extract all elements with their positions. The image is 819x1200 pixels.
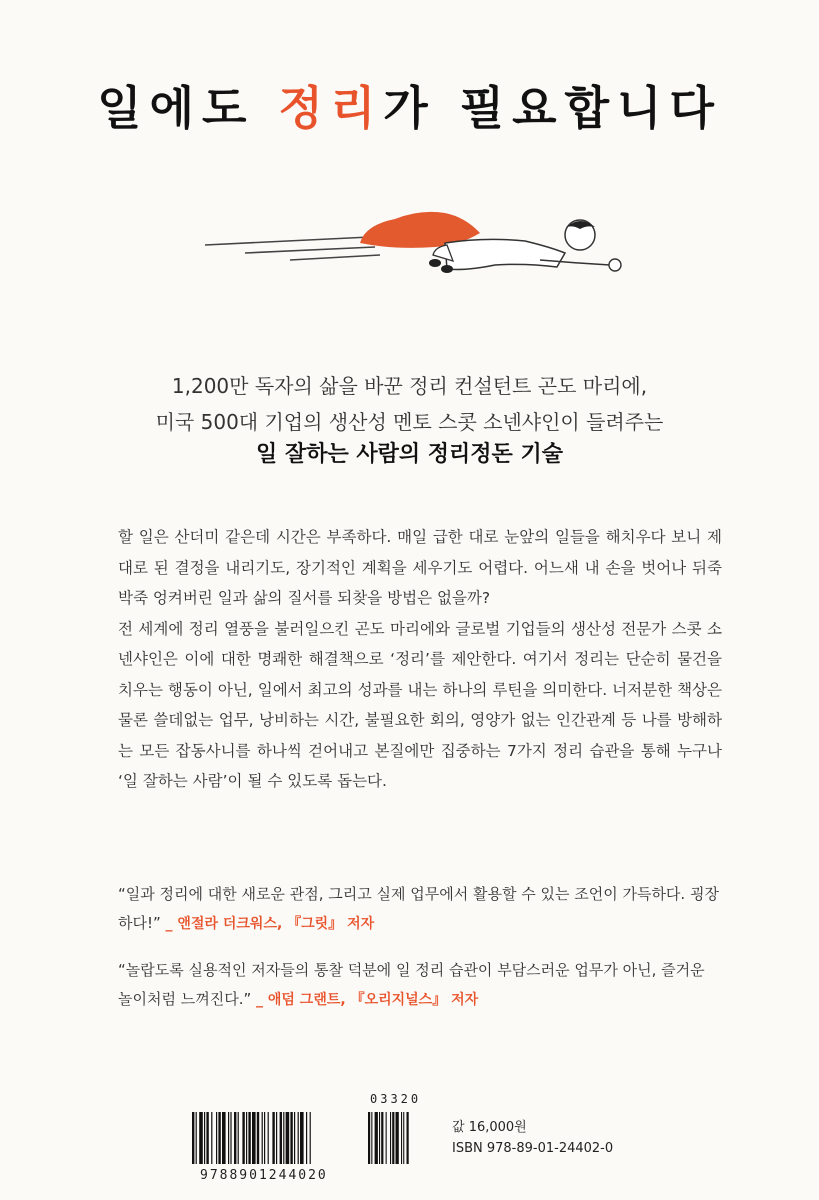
barcode-bar bbox=[257, 1112, 259, 1164]
barcode-addon-number: 03320 bbox=[370, 1092, 422, 1106]
flying-businessman-illustration bbox=[195, 205, 635, 295]
barcode-addon-bar bbox=[375, 1112, 378, 1164]
description-paragraph-1: 할 일은 산더미 같은데 시간은 부족하다. 매일 급한 대로 눈앞의 일들을 해치우다 보니 제대로 된 결정을 내리기도, 장기적인 계획을 세우기도 어렵다. 어느새 내 손을 벗어나 뒤죽박죽 엉켜버린 일과 삶의 질서를 되찾을 방법은 없을까? bbox=[118, 528, 722, 607]
barcode-bar bbox=[262, 1112, 263, 1164]
intro-line-1: 1,200만 독자의 삶을 바꾼 정리 컨설턴트 곤도 마리에, bbox=[171, 374, 648, 398]
intro-text bbox=[0, 368, 819, 440]
barcode-bar bbox=[298, 1112, 299, 1164]
barcode-bar bbox=[216, 1112, 217, 1164]
barcode-bar bbox=[290, 1112, 292, 1164]
barcode-bar bbox=[286, 1112, 290, 1164]
barcode-addon-bar bbox=[390, 1112, 391, 1164]
barcode-bar bbox=[246, 1112, 247, 1164]
barcode-bar bbox=[196, 1112, 197, 1164]
barcode-addon-bar bbox=[371, 1112, 372, 1164]
barcode-addon-bar bbox=[401, 1112, 402, 1164]
barcode-number: 9788901244020 bbox=[200, 1168, 328, 1183]
barcode-bar bbox=[234, 1112, 236, 1164]
barcode-bar bbox=[306, 1112, 307, 1164]
headline-accent: 정리 bbox=[278, 81, 384, 135]
barcode-bar bbox=[283, 1112, 284, 1164]
barcode-bar bbox=[272, 1112, 274, 1164]
barcode-addon-bar bbox=[392, 1112, 394, 1164]
headline-part-2: 가 필요합니다 bbox=[383, 81, 722, 135]
quote-1 bbox=[118, 880, 722, 939]
description bbox=[118, 522, 722, 797]
headline-part-1: 일에도 bbox=[97, 81, 279, 135]
barcode-addon-bar bbox=[381, 1112, 383, 1164]
isbn: ISBN 978-89-01-24402-0 bbox=[452, 1141, 614, 1156]
barcode-addon-bar bbox=[407, 1112, 409, 1164]
quote-1-text: “일과 정리에 대한 새로운 관점, 그리고 실제 업무에서 활용할 수 있는 조언이 가득하다. 굉장하다!” bbox=[118, 885, 719, 932]
price: 값 16,000원 bbox=[452, 1120, 527, 1135]
barcode-bar bbox=[248, 1112, 250, 1164]
quote-1-source: _ 앤절라 더크워스, 『그릿』 저자 bbox=[165, 916, 375, 932]
barcode-bar bbox=[211, 1112, 212, 1164]
barcode-bar bbox=[264, 1112, 265, 1164]
barcode-addon-bar bbox=[403, 1112, 404, 1164]
barcode-bar bbox=[238, 1112, 239, 1164]
barcode-bar bbox=[206, 1112, 208, 1164]
intro-line-2: 미국 500대 기업의 생산성 멘토 스콧 소넨샤인이 들려주는 bbox=[155, 410, 664, 434]
barcode-bar bbox=[294, 1112, 295, 1164]
barcode-addon-bar bbox=[396, 1112, 399, 1164]
barcode-bar bbox=[228, 1112, 229, 1164]
barcode-bar bbox=[242, 1112, 244, 1164]
barcode-addon-bar bbox=[386, 1112, 387, 1164]
barcode-bar bbox=[310, 1112, 311, 1164]
barcode-bar bbox=[252, 1112, 256, 1164]
barcode-bar bbox=[199, 1112, 203, 1164]
barcode-addon-bar bbox=[368, 1112, 370, 1164]
barcode-bar bbox=[204, 1112, 205, 1164]
barcode-bar bbox=[222, 1112, 226, 1164]
barcode-bar bbox=[230, 1112, 231, 1164]
quote-2-text: “놀랍도록 실용적인 저자들의 통찰 덕분에 일 정리 습관이 부담스러운 업무가 아닌, 즐거운 놀이처럼 느껴진다.” bbox=[118, 961, 705, 1008]
barcode-bar bbox=[218, 1112, 220, 1164]
barcode-bar bbox=[280, 1112, 282, 1164]
barcode bbox=[190, 1112, 430, 1164]
intro-bold-line: 일 잘하는 사람의 정리정돈 기술 bbox=[256, 442, 563, 467]
barcode-bar bbox=[268, 1112, 269, 1164]
barcode-bar bbox=[300, 1112, 304, 1164]
quote-2-source: _ 애덤 그랜트, 『오리지널스』 저자 bbox=[256, 992, 479, 1008]
barcode-addon-bar bbox=[379, 1112, 380, 1164]
quote-2 bbox=[118, 956, 722, 1015]
barcode-bar bbox=[192, 1112, 194, 1164]
headline bbox=[0, 72, 819, 138]
barcode-bar bbox=[276, 1112, 277, 1164]
description-paragraph-2: 전 세계에 정리 열풍을 불러일으킨 곤도 마리에와 글로벌 기업들의 생산성 전문가 스콧 소넨샤인은 이에 대한 명쾌한 해결책으로 ‘정리’를 제안한다. 여기서 정리는 단순히 물건을 치우는 행동이 아닌, 일에서 최고의 성과를 내는 하나의 루틴을 의미한다. 너저분한 책상은 물론 쓸데없는 업무, 낭비하는 시간, 불필요한 회의, 영양가 없는 인간관계 등 나를 방해하는 모든 잡동사니를 하나씩 걷어내고 본질에만 집중하는 7가지 정리 습관을 통해 누구나 ‘일 잘하는 사람’이 될 수 있도록 돕는다. bbox=[118, 619, 722, 790]
